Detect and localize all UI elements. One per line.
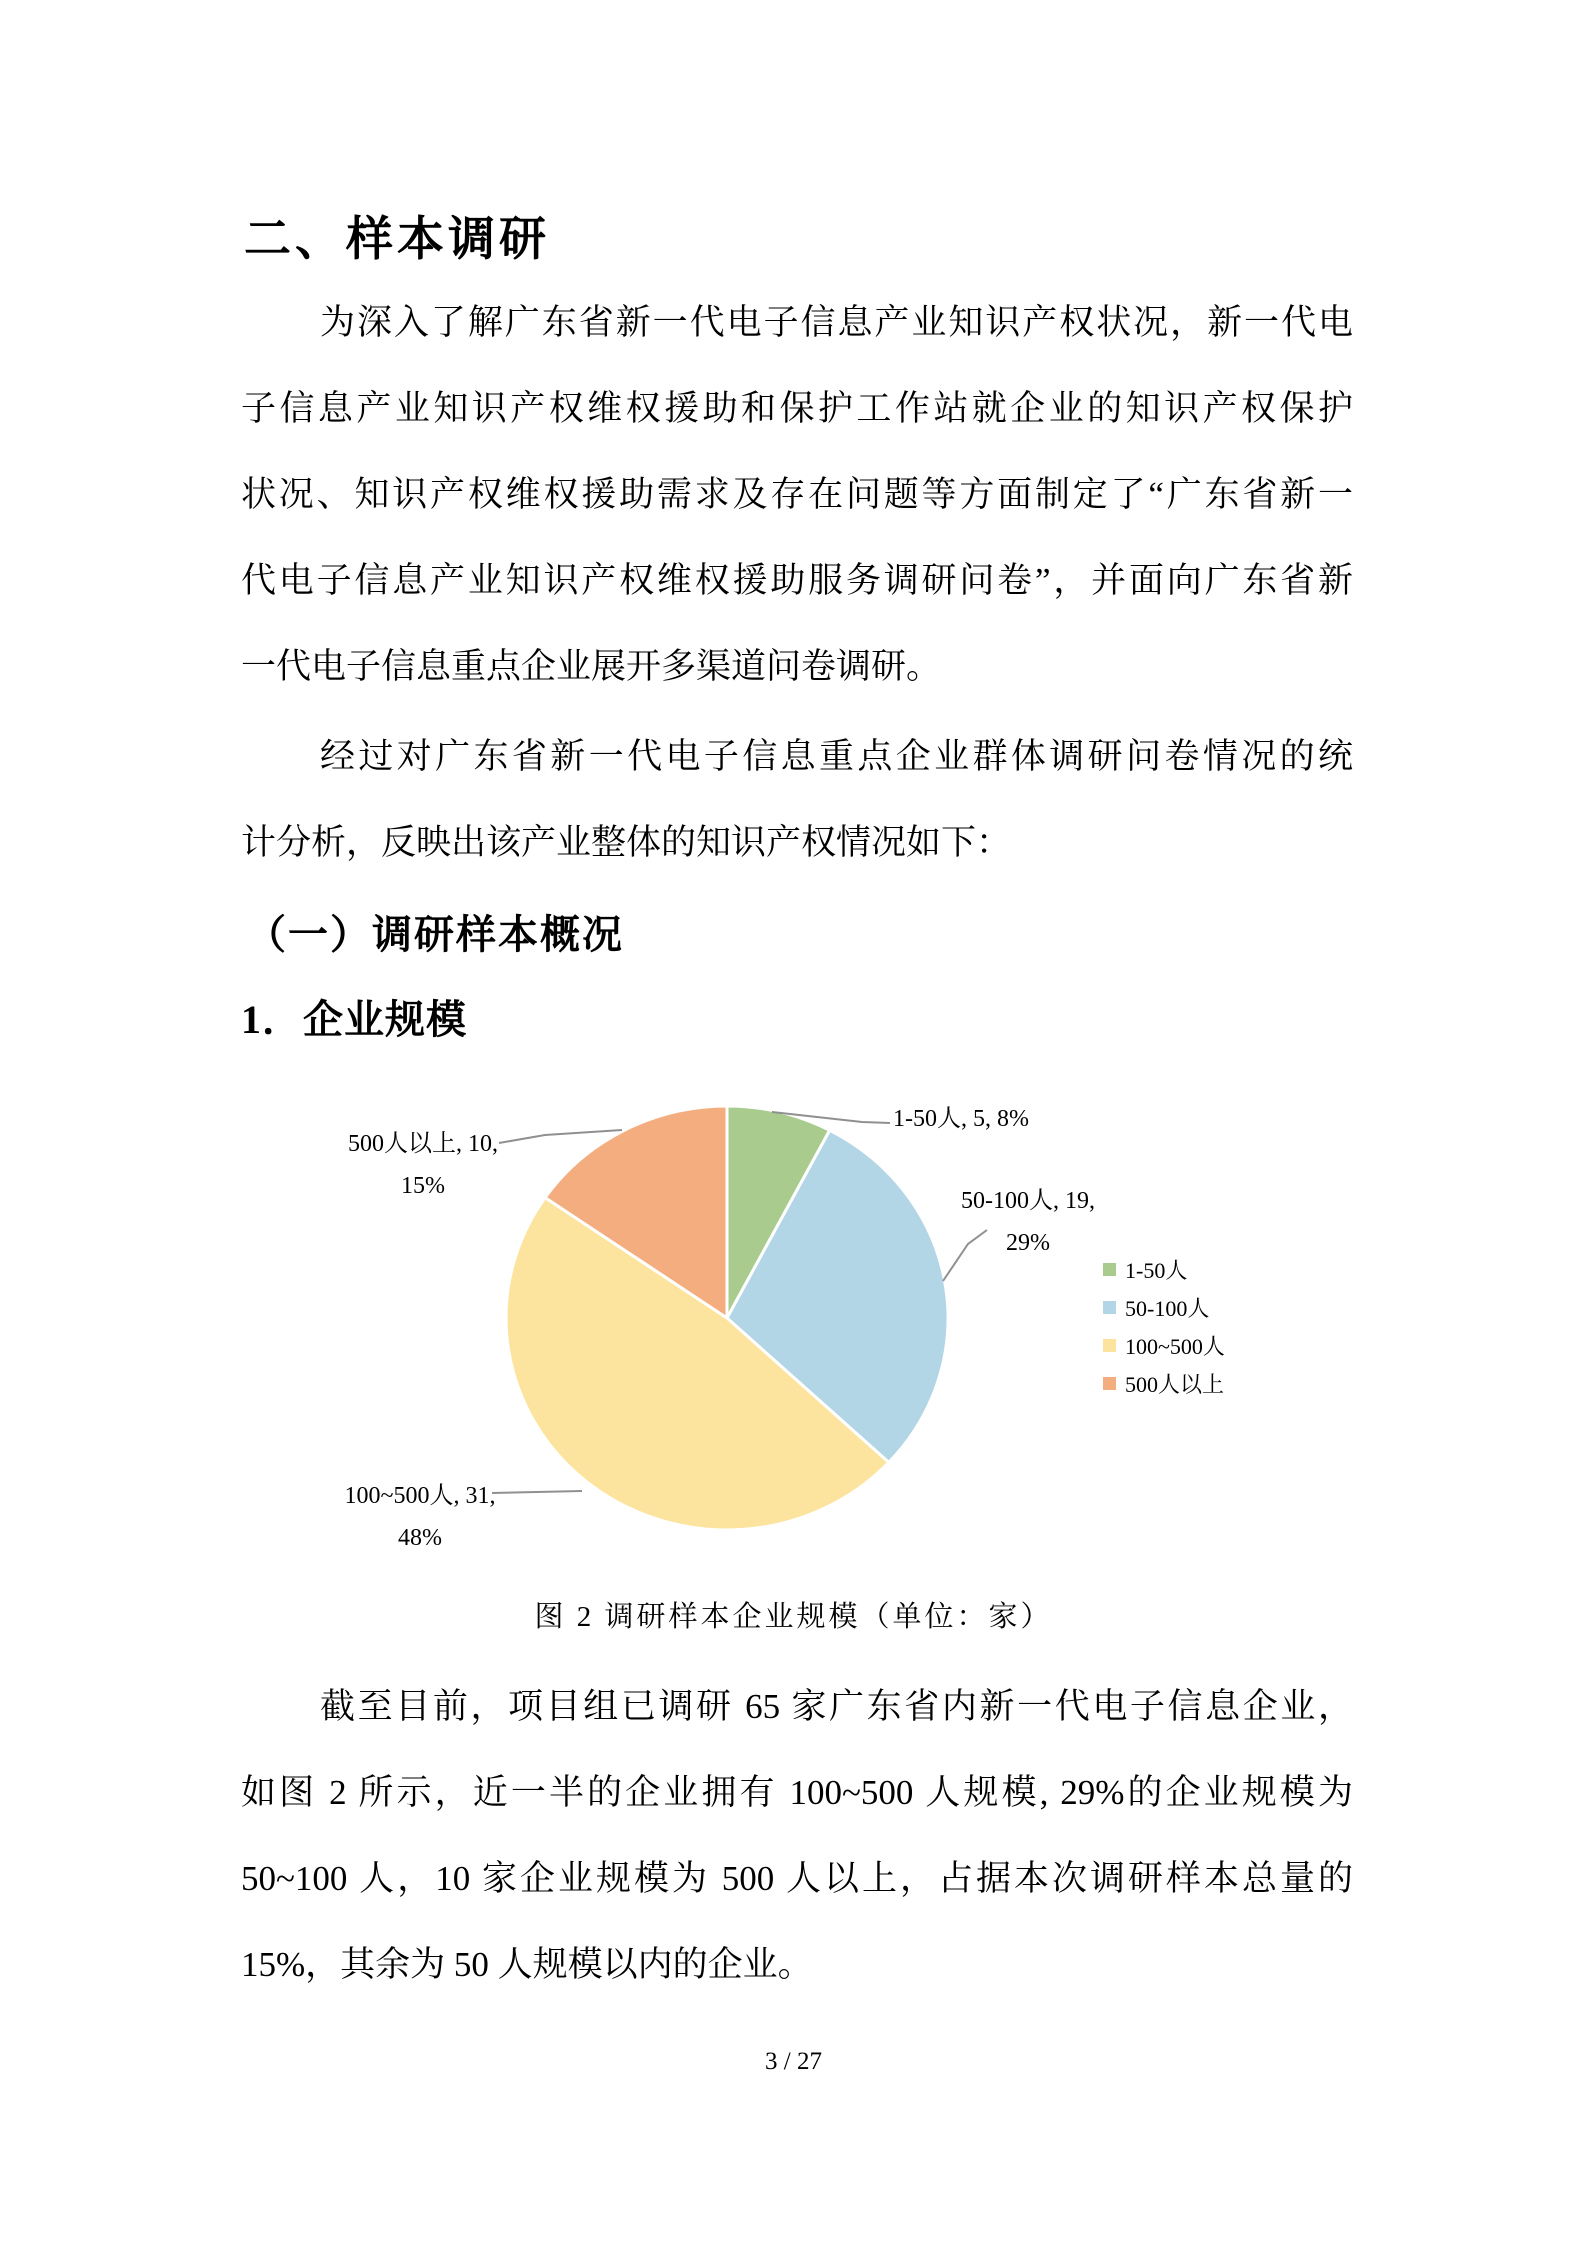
pie-label-line: 48% — [398, 1525, 442, 1551]
legend-item — [1103, 1364, 1225, 1402]
pie-label-line: 500人以上, 10, — [348, 1131, 498, 1157]
legend-label: 500人以上 — [1125, 1371, 1225, 1397]
legend-swatch-icon — [1103, 1339, 1116, 1352]
text-line: 状况、知识产权维权援助需求及存在问题等方面制定了“广东省新一 — [241, 475, 1353, 514]
pie-label-line: 15% — [401, 1173, 445, 1199]
pie-label-50-100 — [928, 1180, 1128, 1264]
pie-label-100-500 — [330, 1475, 510, 1559]
text-line: 为深入了解广东省新一代电子信息产业知识产权状况，新一代电 — [320, 303, 1353, 342]
legend-label: 1-50人 — [1125, 1257, 1188, 1283]
legend-item — [1103, 1326, 1225, 1364]
pie-label-line: 29% — [1006, 1230, 1050, 1256]
pie-label-line: 50-100人, 19, — [961, 1188, 1095, 1214]
pie-chart-svg — [0, 1080, 1587, 1600]
paragraph-analysis — [241, 714, 1353, 886]
figure-caption: 图 2 调研样本企业规模（单位：家） — [534, 1601, 1053, 1633]
text-line: 一代电子信息重点企业展开多渠道问卷调研。 — [241, 647, 942, 686]
pie-label-line: 100~500人, 31, — [344, 1483, 496, 1509]
page-number: 3 / 27 — [765, 2048, 822, 2075]
legend-swatch-icon — [1103, 1263, 1116, 1276]
legend-label: 100~500人 — [1125, 1333, 1225, 1359]
paragraph-findings — [241, 1664, 1353, 2008]
chart-legend — [1103, 1250, 1225, 1402]
text-line: 如图 2 所示，近一半的企业拥有 100~500 人规模, 29%的企业规模为 — [241, 1773, 1353, 1812]
text-line: 子信息产业知识产权维权援助和保护工作站就企业的知识产权保护 — [241, 389, 1353, 428]
text-line: 计分析，反映出该产业整体的知识产权情况如下： — [241, 823, 1012, 862]
pie-label-line: 1-50人, 5, 8% — [893, 1106, 1029, 1132]
legend-swatch-icon — [1103, 1377, 1116, 1390]
subsection-heading: （一）调研样本概况 — [246, 912, 624, 957]
pie-label-500-plus — [333, 1123, 513, 1207]
pie-label-1-50 — [893, 1101, 1029, 1137]
legend-item — [1103, 1288, 1225, 1326]
section-heading: 二、样本调研 — [244, 214, 550, 266]
pie-chart — [0, 1080, 1587, 1600]
text-line: 代电子信息产业知识产权维权援助服务调研问卷”，并面向广东省新 — [241, 561, 1353, 600]
pie-slices — [506, 1106, 948, 1530]
text-line: 15%，其余为 50 人规模以内的企业。 — [241, 1945, 813, 1984]
paragraph-intro — [241, 280, 1353, 710]
text-line: 截至目前，项目组已调研 65 家广东省内新一代电子信息企业， — [320, 1687, 1353, 1726]
legend-item — [1103, 1250, 1225, 1288]
legend-swatch-icon — [1103, 1301, 1116, 1314]
text-line: 经过对广东省新一代电子信息重点企业群体调研问卷情况的统 — [320, 737, 1353, 776]
subsubsection-heading: 1．企业规模 — [241, 997, 467, 1042]
text-line: 50~100 人，10 家企业规模为 500 人以上，占据本次调研样本总量的 — [241, 1859, 1353, 1898]
legend-label: 50-100人 — [1125, 1295, 1210, 1321]
